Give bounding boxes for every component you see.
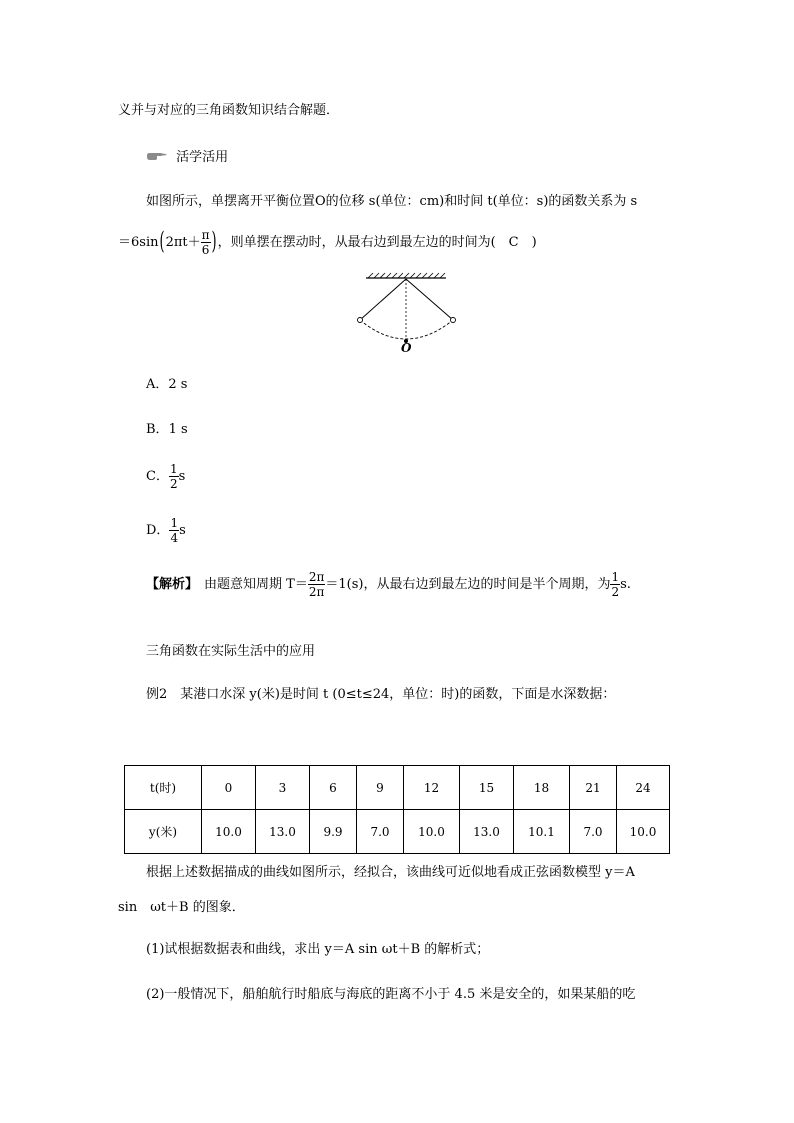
option-fraction [169,517,179,544]
table-cell: 3 [256,766,310,810]
option-label: C． [146,469,169,484]
period-fraction [308,571,326,598]
table-cell: 10.1 [514,810,570,854]
option-unit: s [179,523,186,538]
table-cell: 12 [404,766,460,810]
fraction-den: 2 [169,477,178,491]
question-line-2 [118,229,537,256]
table-cell: 7.0 [570,810,617,854]
table-header-cell: y(米) [125,810,202,854]
paragraph-line-2: sin ωt＋B 的图象． [118,900,245,915]
table-cell: 18 [514,766,570,810]
analysis-text-3: s. [620,577,631,592]
table-cell: 9 [357,766,404,810]
sub-question-2: (2)一般情况下，船舶航行时船底与海底的距离不小于 4.5 米是安全的，如果某船的吃 [146,987,636,1002]
fraction-num: 1 [169,462,178,476]
half-fraction [610,571,620,598]
option-label: D． [146,523,170,538]
intro-line: 义并与对应的三角函数知识结合解题． [118,103,340,118]
option-d [146,517,186,544]
table-cell: 13.0 [460,810,514,854]
analysis [146,571,631,598]
option-fraction [169,463,179,490]
depth-table [124,765,670,854]
formula-prefix: ＝6sin [118,235,159,250]
sub-question-1: (1)试根据数据表和曲线，求出 y＝A sin ωt＋B 的解析式； [146,942,490,957]
option-a [146,378,187,391]
table-row [125,766,670,810]
fraction-den: 2 [611,585,620,599]
pendulum-diagram [350,270,460,355]
equilibrium-label: O [401,341,412,355]
option-unit: s [178,469,186,484]
table-cell: 7.0 [357,810,404,854]
table-cell: 15 [460,766,514,810]
table-cell: 6 [310,766,357,810]
option-label: A． [146,377,169,392]
option-b [146,423,188,436]
option-c [146,463,185,490]
table-cell: 10.0 [404,810,460,854]
table-header-cell: t(时) [125,766,202,810]
question-suffix: ，则单摆在摆动时，从最右边到最左边的时间为( C ) [217,235,537,250]
pi-num: π [201,228,210,242]
option-label: B． [146,422,169,437]
table-cell: 13.0 [256,810,310,854]
fraction-num: 1 [611,570,620,584]
table-cell: 0 [202,766,256,810]
fraction-num: 2π [308,570,325,584]
pi-over-six [201,229,211,256]
formula-inner: 2πt＋ [165,235,201,250]
example-line: 例2 某港口水深 y(米)是时间 t (0≤t≤24，单位：时)的函数，下面是水深数据： [146,687,616,702]
table-cell: 10.0 [617,810,670,854]
left-paren: ( [159,228,165,257]
fraction-den: 4 [170,531,179,545]
section-title: 活学活用 [176,150,229,165]
option-value: 1 s [168,422,188,437]
table-cell: 21 [570,766,617,810]
table-cell: 10.0 [202,810,256,854]
pi-den: 6 [201,243,210,257]
option-value: 2 s [168,377,188,392]
analysis-text-1: 由题意知周期 T＝ [204,577,308,592]
pointing-hand-icon [146,150,168,165]
table-cell: 9.9 [310,810,357,854]
analysis-text-2: ＝1(s)，从最右边到最左边的时间是半个周期，为 [325,577,611,592]
question-line-1: 如图所示，单摆离开平衡位置O的位移 s(单位：cm)和时间 t(单位：s)的函数关系为 s [146,194,638,209]
section-heading [146,150,228,165]
paragraph-line-1: 根据上述数据描成的曲线如图所示，经拟合，该曲线可近似地看成正弦函数模型 y＝A [146,865,635,880]
fraction-num: 1 [170,516,179,530]
analysis-tag: 【解析】 [146,577,199,592]
fraction-den: 2π [308,585,325,599]
right-paren: ) [211,228,217,257]
table-cell: 24 [617,766,670,810]
table-row [125,810,670,854]
subheading: 三角函数在实际生活中的应用 [146,644,316,659]
